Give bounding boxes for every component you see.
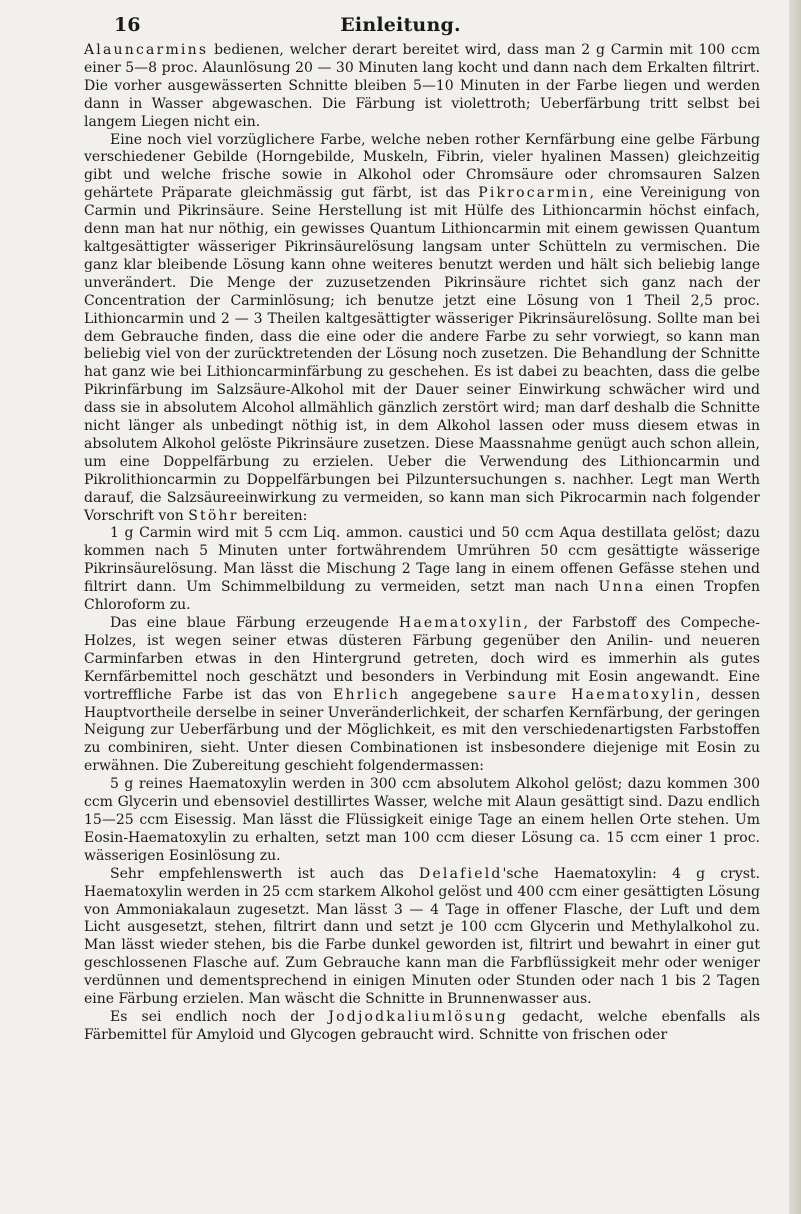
author-ehrlich: Ehrlich bbox=[333, 686, 401, 703]
paragraph-text: , dessen Hauptvortheile derselbe in seiner Unveränderlichkeit, der scharfen Kernfärbung, der geringen Neigung zur Ueberfärbung und der Möglichkeit, es mit den verschiedenartigsten Farbstoffen zu combiniren, sieht. Unter diesen Combinationen ist insbesondere diejenige mit Eosin zu erwähnen. Die Zubereitung geschieht folgendermassen: bbox=[84, 686, 760, 775]
paragraph-text: 1 g Carmin wird mit 5 ccm Liq. ammon. caustici und 50 ccm Aqua destillata gelöst; dazu kommen nach 5 Minuten unter fortwährendem Umrühren 50 ccm gesättigte wässerige Pikrinsäurelösung. Man lässt die Mischung 2 Tage lang in einem offenen Gefässe stehen und filtrirt dann. Um Schimmelbildung zu vermeiden, setzt man nach bbox=[84, 525, 760, 596]
term-haematoxylin: Haematoxylin bbox=[398, 615, 524, 631]
paragraph-delafield bbox=[84, 866, 760, 1009]
paragraph-jodjodkalium bbox=[84, 1009, 760, 1045]
term-jodjodkaliumloesung: Jodjodkaliumlösung bbox=[328, 1008, 508, 1025]
page-header bbox=[0, 14, 801, 40]
term-saure-haematoxylin: saure Haematoxylin bbox=[507, 686, 696, 703]
author-stoehr: Stöhr bbox=[188, 507, 239, 524]
paragraph-text: 5 g reines Haematoxylin werden in 300 ccm absolutem Alkohol gelöst; dazu kommen 300 ccm Glycerin und ebensoviel destillirtes Wasser, welche mit Alaun gesättigt sind. Dazu endlich 15—25 ccm Eisessig. Man lässt die Flüssigkeit einige Tage an einem hellen Orte stehen. Um Eosin-Haematoxylin zu erhalten, setzt man 100 ccm dieser Lösung ca. 15 ccm einer 1 proc. wässerigen Eosinlösung zu. bbox=[84, 776, 760, 864]
term-alauncarmin: Alauncarmins bbox=[84, 42, 209, 58]
paragraph-haematoxylin bbox=[84, 615, 760, 776]
paragraph-text: gedacht, welche ebenfalls als Färbemittel für Amyloid und Glycogen gebraucht wird. Schnitte von frischen oder bbox=[84, 1008, 761, 1043]
paragraph-alauncarmin bbox=[84, 42, 760, 132]
author-unna: Unna bbox=[598, 579, 646, 596]
paragraph-text: Das eine blaue Färbung erzeugende bbox=[110, 615, 399, 631]
term-pikrocarmin: Pikrocarmin bbox=[478, 185, 590, 202]
paragraph-text: , der Farbstoff des Compeche-Holzes, ist wegen seiner etwas düsteren Färbung gegenüber den Anilin- und neueren Carminfarben etwas in den Hintergrund getreten, doch wird es immerhin als gutes Kernfärbemittel noch geschätzt und besonders in Verbindung mit Eosin angewandt. Eine vortreffliche Farbe ist das von bbox=[84, 615, 760, 703]
paragraph-pikrocarmin bbox=[84, 132, 760, 526]
paragraph-text: bedienen, welcher derart bereitet wird, dass man 2 g Carmin mit 100 ccm einer 5—8 proc. Alaunlösung 20 — 30 Minuten lang kocht und dann nach dem Erkalten filtrirt. Die vorher ausgewässerten Schnitte bleiben 5—10 Minuten in der Farbe liegen und werden dann in Wasser abgewaschen. Die Färbung ist violettroth; Ueberfärbung tritt selbst bei langem Liegen nicht ein. bbox=[84, 42, 760, 130]
author-delafield: Delafield bbox=[419, 865, 503, 882]
paragraph-text: , eine Vereinigung von Carmin und Pikrinsäure. Seine Herstellung ist mit Hülfe des Lithioncarmin höchst einfach, denn man hat nur nöthig, ein gewisses Quantum Lithioncarmin mit einem gewissen Quantum kaltgesättigter wässeriger Pikrinsäurelösung langsam unter Schütteln zu vermischen. Die ganz klar bleibende Lösung kann ohne weiteres benutzt werden und hält sich beliebig lange unverändert. Die Menge der zuzusetzenden Pikrinsäure richtet sich ganz nach der Concentration der Carminlösung; ich benutze jetzt eine Lösung von 1 Theil 2,5 proc. Lithioncarmin und 2 — 3 Theilen kaltgesättigter wässeriger Pikrinsäurelösung. Sollte man bei dem Gebrauche finden, dass die eine oder die andere Farbe zu sehr vorwiegt, so kann man beliebig viel von der zurücktretenden der Lösung noch zusetzen. Die Behandlung der Schnitte hat ganz wie bei Lithioncarminfärbung zu geschehen. Es ist dabei zu beachten, dass die gelbe Pikrinfärbung im Salzsäure-Alkohol mit der Dauer seiner Einwirkung schwächer wird und dass sie in absolutem Alcohol allmählich gänzlich zerstört wird; man darf deshalb die Schnitte nicht länger als unbedingt nöthig ist, in dem Alkohol lassen oder muss diesem etwas in absolutem Alkohol gelöste Pikrinsäure zusetzen. Diese Maassnahme genügt auch schon allein, um eine Doppelfärbung zu erzielen. Ueber die Verwendung des Lithioncarmin und Pikrolithioncarmin zu Doppelfärbungen bei Pilzuntersuchungen s. nachher. Legt man Werth darauf, die Salzsäureeinwirkung zu vermeiden, so kann man sich Pikrocarmin nach folgender Vorschrift von bbox=[84, 185, 760, 524]
paragraph-text: Sehr empfehlenswerth ist auch das bbox=[110, 865, 420, 882]
paragraph-text: bereiten: bbox=[238, 507, 308, 524]
paragraph-text: 'sche Haematoxylin: 4 g cryst. Haematoxylin werden in 25 ccm starkem Alkohol gelöst und 400 ccm einer gesättigten Lösung von Ammoniakalaun zugesetzt. Man lässt 3 — 4 Tage in offener Flasche, der Luft und dem Licht ausgesetzt, stehen, filtrirt dann und setzt je 100 ccm Glycerin und Methylalkohol zu. Man lässt wieder stehen, bis die Farbe dunkel geworden ist, filtrirt und bewahrt in einer gut geschlossenen Flasche auf. Zum Gebrauche kann man die Farbflüssigkeit mehr oder weniger verdünnen und dementsprechend in einigen Minuten oder Stunden oder nach 1 bis 2 Tagen eine Färbung erzielen. Man wäscht die Schnitte in Brunnenwasser aus. bbox=[84, 865, 760, 1008]
paragraph-recipe-pikrocarmin bbox=[84, 525, 760, 615]
paragraph-text: angegebene bbox=[400, 686, 508, 703]
page-number: 16 bbox=[114, 14, 141, 36]
body-text bbox=[84, 42, 760, 1045]
paragraph-recipe-haematoxylin bbox=[84, 776, 760, 866]
page-edge-shadow bbox=[789, 0, 801, 1214]
paragraph-text: Eine noch viel vorzüglichere Farbe, welche neben rother Kernfärbung eine gelbe Färbung verschiedener Gebilde (Horngebilde, Muskeln, Fibrin, vieler hyalinen Massen) gleichzeitig gibt und welche frische sowie in Alkohol oder Chromsäure oder chromsauren Salzen gehärtete Präparate gleichmässig gut färbt, ist das bbox=[84, 131, 760, 202]
running-head: Einleitung. bbox=[340, 14, 461, 36]
paragraph-text: einen Tropfen Chloroform zu. bbox=[84, 579, 760, 614]
paragraph-text: Es sei endlich noch der bbox=[110, 1008, 329, 1025]
